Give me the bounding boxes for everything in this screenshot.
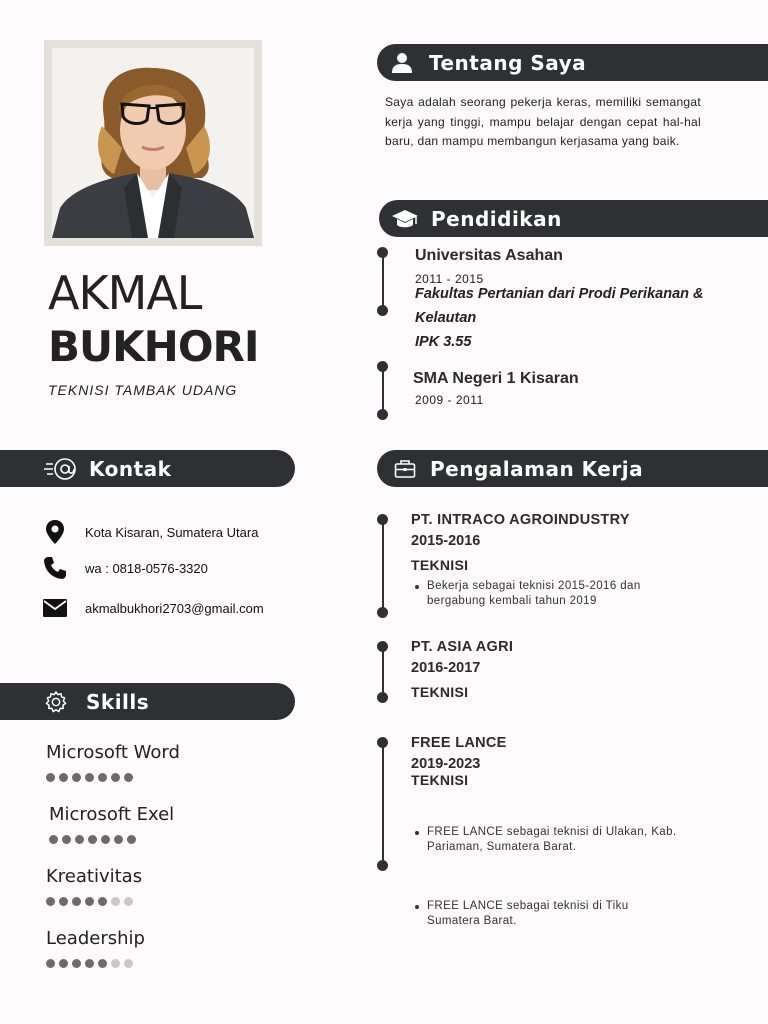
skill-item — [46, 866, 142, 906]
skill-dot-filled — [72, 773, 81, 782]
skill-level-3 — [46, 959, 145, 968]
email-text[interactable]: akmalbukhori2703@gmail.com — [85, 600, 264, 616]
skill-dot-filled — [101, 835, 110, 844]
phone-icon — [42, 555, 68, 581]
contact-heading: Kontak — [89, 456, 172, 481]
job-title: TEKNISI TAMBAK UDANG — [48, 382, 238, 398]
timeline-line — [382, 366, 384, 414]
about-heading: Tentang Saya — [429, 50, 587, 75]
profile-photo — [52, 48, 254, 238]
contact-email-icon — [44, 457, 78, 481]
briefcase-icon — [394, 459, 416, 479]
skill-dot-filled — [124, 773, 133, 782]
skill-level-0 — [46, 773, 180, 782]
about-text: Saya adalah seorang pekerja keras, memiliki semangat kerja yang tinggi, mampu belajar dengan cepat hal-hal baru, dan mampu membangun kerjasama yang baik. — [385, 95, 701, 148]
job-bullet: FREE LANCE sebagai teknisi di Ulakan, Kab. Pariaman, Sumatera Barat. — [411, 825, 711, 855]
skill-dot-filled — [88, 835, 97, 844]
skill-dot-filled — [75, 835, 84, 844]
skills-heading: Skills — [86, 689, 150, 714]
skill-dot-filled — [72, 897, 81, 906]
job-years: 2016-2017 — [411, 660, 481, 676]
timeline-dot — [377, 860, 388, 871]
first-name: AKMAL — [48, 266, 202, 320]
contact-email[interactable] — [42, 595, 264, 621]
skill-dot-filled — [98, 773, 107, 782]
skill-label: Leadership — [46, 928, 145, 949]
education-detail: Fakultas Pertanian dari Prodi Perikanan & — [415, 286, 704, 302]
address-text: Kota Kisaran, Sumatera Utara — [85, 524, 259, 540]
education-gpa: IPK 3.55 — [415, 334, 472, 350]
skill-dot-filled — [59, 897, 68, 906]
job-bullet: Bekerja sebagai teknisi 2015-2016 dan bergabung kembali tahun 2019 — [411, 579, 681, 609]
skill-item — [46, 742, 180, 782]
skill-dot-filled — [46, 959, 55, 968]
timeline-dot — [377, 607, 388, 618]
education-school: Universitas Asahan — [415, 247, 563, 264]
education-school: SMA Negeri 1 Kisaran — [413, 370, 579, 387]
education-years: 2011 - 2015 — [415, 272, 484, 286]
timeline-dot — [377, 409, 388, 420]
job-company: PT. INTRACO AGROINDUSTRY — [411, 512, 630, 528]
education-heading: Pendidikan — [431, 206, 562, 231]
skill-label: Kreativitas — [46, 866, 143, 887]
skill-dot-filled — [98, 959, 107, 968]
map-pin-icon — [42, 519, 68, 545]
job-role: TEKNISI — [411, 557, 469, 573]
skill-dot-filled — [127, 835, 136, 844]
last-name: BUKHORI — [48, 322, 259, 371]
skill-dot-empty — [124, 959, 133, 968]
skill-label: Microsoft Exel — [49, 804, 175, 825]
skill-dot-filled — [62, 835, 71, 844]
skill-dot-empty — [124, 897, 133, 906]
contact-header — [0, 450, 295, 487]
skill-dot-filled — [59, 959, 68, 968]
envelope-icon — [42, 595, 68, 621]
timeline-line — [382, 646, 384, 698]
skill-dot-empty — [111, 897, 120, 906]
skill-dot-filled — [59, 773, 68, 782]
job-role: TEKNISI — [411, 772, 469, 788]
phone-text: wa : 0818-0576-3320 — [85, 560, 208, 576]
profile-photo-frame — [44, 40, 262, 246]
timeline-line — [382, 742, 384, 866]
graduation-cap-icon — [391, 208, 419, 230]
profile-photo-illustration — [52, 48, 254, 238]
job-role: TEKNISI — [411, 684, 469, 700]
skill-dot-filled — [85, 897, 94, 906]
education-header — [379, 200, 768, 237]
skills-header — [0, 683, 295, 720]
timeline-dot — [377, 692, 388, 703]
skill-dot-filled — [49, 835, 58, 844]
about-header — [377, 44, 768, 81]
skill-dot-filled — [72, 959, 81, 968]
skill-dot-filled — [111, 773, 120, 782]
skill-dot-filled — [85, 773, 94, 782]
job-company: PT. ASIA AGRI — [411, 639, 514, 655]
education-detail: Kelautan — [415, 310, 477, 326]
job-bullet: FREE LANCE sebagai teknisi di Tiku Sumatera Barat. — [411, 899, 671, 929]
skill-dot-filled — [46, 773, 55, 782]
user-icon — [391, 52, 413, 74]
experience-header — [377, 450, 768, 487]
job-company: FREE LANCE — [411, 735, 507, 751]
experience-heading: Pengalaman Kerja — [430, 456, 644, 481]
skill-dot-empty — [111, 959, 120, 968]
skill-label: Microsoft Word — [46, 742, 180, 763]
skill-level-1 — [49, 835, 174, 844]
gear-icon — [44, 691, 68, 713]
skill-dot-filled — [46, 897, 55, 906]
skill-item — [49, 804, 174, 844]
job-years: 2015-2016 — [411, 533, 481, 549]
skill-item — [46, 928, 145, 968]
contact-address — [42, 519, 259, 545]
education-years: 2009 - 2011 — [415, 393, 484, 407]
timeline-line — [382, 519, 384, 613]
timeline-dot — [377, 305, 388, 316]
contact-phone — [42, 555, 208, 581]
skill-level-2 — [46, 897, 142, 906]
skill-dot-filled — [98, 897, 107, 906]
timeline-line — [382, 252, 384, 310]
skill-dot-filled — [85, 959, 94, 968]
skill-dot-filled — [114, 835, 123, 844]
job-years: 2019-2023 — [411, 756, 481, 772]
